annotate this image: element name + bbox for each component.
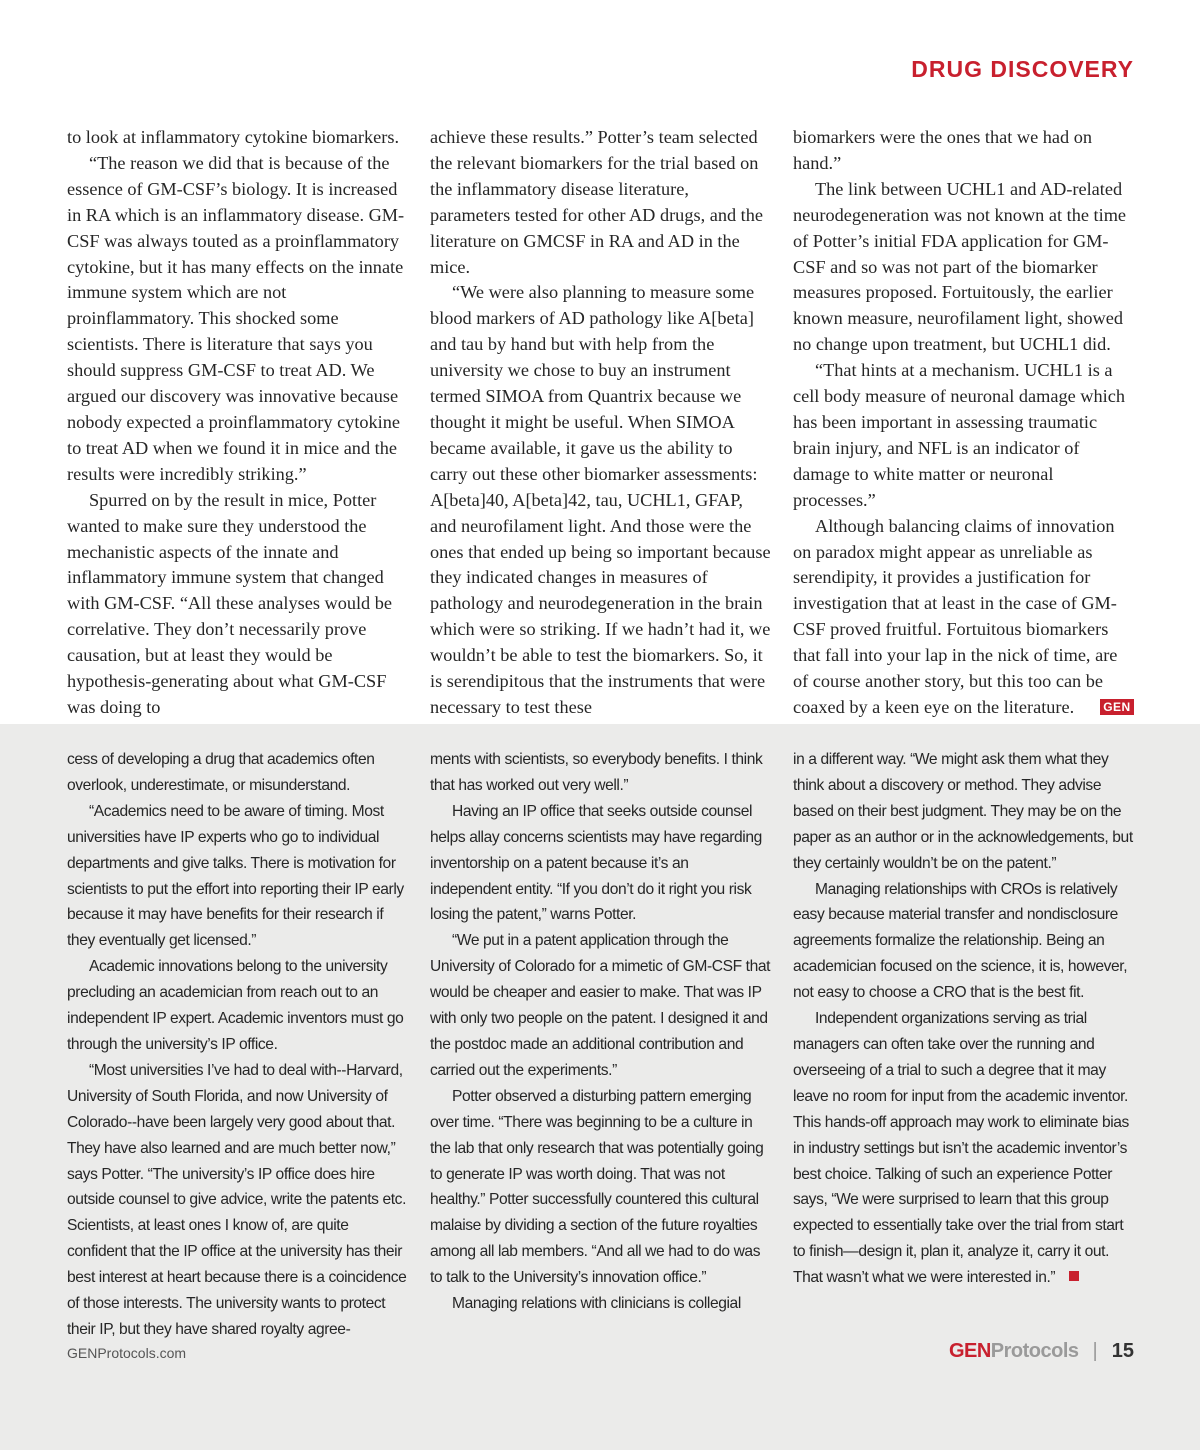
paragraph: “We were also planning to measure some blood markers of AD pathology like A[beta] and tau by hand but with help from the university we chose to buy an instrument termed SIMOA from Quantrix because we thought it might be useful. When SIMOA became available, it gave us the ability to carry out these other biomarker assessments: A[beta]40, A[beta]42, tau, UCHL1, GFAP, and neurofilament light. And those were the ones that ended up being so important because they indicated changes in measures of pathology and neurodegeneration in the brain which were so striking. If we hadn’t had it, we wouldn’t be able to test the biomarkers. So, it is serendipitous that the instruments that were necessary to test these: [430, 282, 771, 717]
bottom-article-column-3: [793, 747, 1136, 1291]
paragraph: “We put in a patent application through the University of Colorado for a mimetic of GM-CSF that would be cheaper and easier to make. That was IP with only two people on the patent. I designed it and the postdoc made an additional contribution and carried out the experiments.”: [430, 932, 771, 1079]
paragraph-text: Independent organizations serving as trial managers can often take over the running and overseeing of a trial to such a degree that it may leave no room for input from the academic inventor. This hands-off approach may work to eliminate bias in industry settings but isn’t the academic inventor’s best choice. Talking of such an experience Potter says, “We were surprised to learn that this group expected to essentially take over the trial from start to finish—design it, plan it, analyze it, carry it out. That wasn’t what we were interested in.”: [793, 1010, 1129, 1287]
section-label: DRUG DISCOVERY: [911, 56, 1134, 82]
paragraph: Having an IP office that seeks outside counsel helps allay concerns scientists may have regarding inventorship on a patent because it’s an independent entity. “If you don’t do it right you risk losing the patent,” warns Potter.: [430, 802, 762, 924]
top-article-column-2: [430, 125, 773, 721]
paragraph: Spurred on by the result in mice, Potter wanted to make sure they understood the mechanistic aspects of the innate and inflammatory immune system that changed with GM-CSF. “All these analyses would be correlative. They don’t necessarily prove causation, but at least they would be hypothesis-generating about what GM-CSF was doing to: [67, 489, 393, 717]
paragraph-text: Although balancing claims of innovation on paradox might appear as unreliable as serendipity, it provides a justification for investigation that at least in the case of GM-CSF proved fruitful. Fortuitous biomarkers that fall into your lap in the nick of time, are of course another story, but this too can be coaxed by a keen eye on the literature.: [793, 515, 1118, 717]
paragraph: biomarkers were the ones that we had on hand.”: [793, 127, 1092, 173]
paragraph: “Academics need to be aware of timing. Most universities have IP experts who go to individual departments and give talks. There is motivation for scientists to put the effort into reporting their IP early because it may have benefits for their research if they eventually get licensed.”: [67, 802, 404, 950]
bottom-article-column-1: [67, 747, 410, 1343]
paragraph: “Most universities I’ve had to deal with--Harvard, University of South Florida, and now University of Colorado--have been largely very good about that. They have also learned and are much better now,” says Potter. “The university’s IP office does hire outside counsel to give advice, write the patents etc. Scientists, at least ones I know of, are quite confident that the IP office at the university has their best interest at heart because there is a coincidence of those interests. The university wants to protect their IP, but they have shared royalty agree-: [67, 1061, 407, 1338]
top-article-column-3: [793, 125, 1136, 721]
paragraph: Academic innovations belong to the university precluding an academician from reach out to an independent IP expert. Academic inventors must go through the university’s IP office.: [67, 958, 404, 1053]
bottom-article-column-2: [430, 747, 773, 1317]
paragraph: cess of developing a drug that academics often overlook, underestimate, or misunderstand.: [67, 751, 375, 794]
footer-branding: [949, 1340, 1134, 1363]
footer-separator: |: [1092, 1340, 1098, 1362]
paragraph: in a different way. “We might ask them what they think about a discovery or method. They advise based on their best judgment. They may be on the paper as an author or in the acknowledgements, but they certainly wouldn’t be on the patent.”: [793, 751, 1133, 872]
end-mark-square-icon: [1069, 1271, 1079, 1281]
gen-end-logo: GEN: [1100, 699, 1134, 715]
paragraph: “The reason we did that is because of the essence of GM-CSF’s biology. It is increased in RA which is an inflammatory disease. GM-CSF was always touted as a proinflammatory cytokine, but it has many effects on the innate immune system which are not proinflammatory. This shocked some scientists. There is literature that says you should suppress GM-CSF to treat AD. We argued our discovery was innovative because nobody expected a proinflammatory cytokine to treat AD when we found it in mice and the results were incredibly striking.”: [67, 152, 405, 484]
top-article-column-1: [67, 125, 410, 721]
footer-url: GENProtocols.com: [67, 1345, 187, 1361]
brand-logo-protocols: Protocols: [990, 1340, 1079, 1362]
paragraph: The link between UCHL1 and AD-related neurodegeneration was not known at the time of Potter’s initial FDA application for GM-CSF and so was not part of the biomarker measures proposed. Fortuitously, the earlier known measure, neurofilament light, showed no change upon treatment, but UCHL1 did.: [793, 178, 1127, 355]
paragraph: Managing relations with clinicians is collegial: [452, 1295, 741, 1313]
paragraph: “That hints at a mechanism. UCHL1 is a cell body measure of neuronal damage which has been important in assessing traumatic brain injury, and NFL is an indicator of damage to white matter or neuronal processes.”: [793, 360, 1125, 510]
paragraph: ments with scientists, so everybody benefits. I think that has worked out very well.”: [430, 751, 763, 794]
paragraph-last: [793, 1006, 1136, 1291]
paragraph: achieve these results.” Potter’s team selected the relevant biomarkers for the trial based on the inflammatory disease literature, parameters tested for other AD drugs, and the literature on GMCSF in RA and AD in the mice.: [430, 127, 764, 277]
paragraph-last: [793, 514, 1136, 721]
paragraph: to look at inflammatory cytokine biomarkers.: [67, 127, 400, 147]
paragraph: Potter observed a disturbing pattern emerging over time. “There was beginning to be a culture in the lab that only research that was potentially going to generate IP was worth doing. That was not healthy.” Potter successfully countered this cultural malaise by dividing a section of the future royalties among all lab members. “And all we had to do was to talk to the University’s innovation office.”: [430, 1087, 764, 1287]
paragraph: Managing relationships with CROs is relatively easy because material transfer and nondisclosure agreements formalize the relationship. Being an academician focused on the science, it is, however, not easy to choose a CRO that is the best fit.: [793, 880, 1128, 1002]
brand-logo-gen: GEN: [948, 1340, 991, 1362]
page-number: 15: [1111, 1340, 1134, 1362]
